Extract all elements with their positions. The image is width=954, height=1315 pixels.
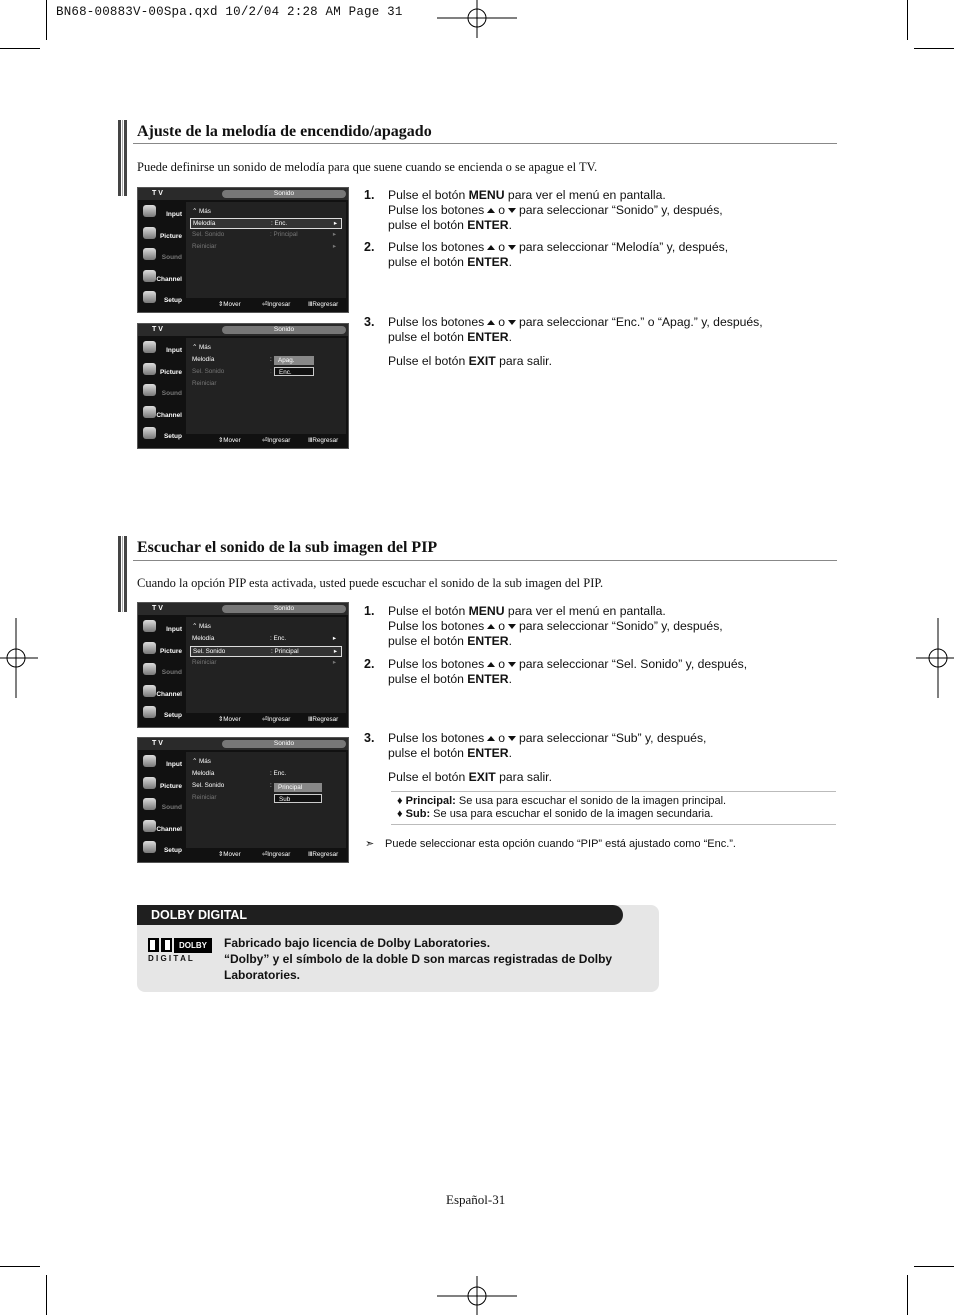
input-icon [143, 620, 156, 632]
side-item-setup: Setup [140, 424, 184, 444]
notes-box [391, 791, 836, 825]
input-icon [143, 341, 156, 353]
side-item-setup: Setup [140, 288, 184, 308]
side-item-setup: Setup [140, 703, 184, 723]
channel-icon [143, 270, 156, 282]
pointer-icon: ➣ [365, 838, 375, 850]
menu-row-mas: ⌃ Más [192, 623, 211, 630]
side-item-channel: Channel [140, 403, 184, 423]
side-item-input: Input [140, 202, 184, 222]
tv-label: T V [152, 605, 163, 612]
option-sub: Sub [274, 794, 322, 803]
side-item-input: Input [140, 617, 184, 637]
arrow-up-icon [487, 320, 495, 325]
menu-row-reiniciar: Reiniciar [192, 380, 217, 387]
menu-header: Sonido [222, 605, 346, 613]
side-item-channel: Channel [140, 817, 184, 837]
arrow-down-icon [508, 624, 516, 629]
section2-title: Escuchar el sonido de la sub imagen del PIP [137, 539, 438, 556]
menu-row-melodia: Melodía : [192, 356, 272, 363]
dolby-text: Fabricado bajo licencia de Dolby Laboratories. “Dolby” y el símbolo de la doble D son marcas registradas de Dolby Laboratories. [224, 936, 613, 982]
arrow-up-icon [487, 736, 495, 741]
side-item-sound: Sound [140, 660, 184, 680]
registration-mark-top [437, 0, 517, 40]
arrow-down-icon [508, 736, 516, 741]
section-rule [133, 143, 837, 144]
registration-mark-left [0, 618, 38, 698]
tip-note: ➣ Puede seleccionar esta opción cuando “PIP” está ajustado como “Enc.”. [365, 838, 736, 850]
side-item-picture: Picture [140, 224, 184, 244]
side-item-channel: Channel [140, 682, 184, 702]
registration-mark-right [916, 618, 954, 698]
menu-header: Sonido [222, 190, 346, 198]
picture-icon [143, 363, 156, 375]
section2-intro: Cuando la opción PIP esta activada, usted puede escuchar el sonido de la sub imagen del PIP. [137, 576, 604, 590]
sound-icon [143, 248, 156, 260]
section1-title: Ajuste de la melodía de encendido/apagado [137, 123, 432, 140]
sound-icon [143, 798, 156, 810]
arrow-up-icon [487, 208, 495, 213]
option-enc: Enc. [274, 367, 314, 376]
channel-icon [143, 820, 156, 832]
sound-icon [143, 384, 156, 396]
menu-footer: ⇕ Mover ⏎ Ingresar Ⅲ Regresar [218, 716, 339, 723]
side-item-sound: Sound [140, 245, 184, 265]
dolby-tab: DOLBY DIGITAL [137, 905, 623, 925]
channel-icon [143, 685, 156, 697]
note-principal: ♦ Principal: Se usa para escuchar el sonido de la imagen principal. [397, 795, 727, 807]
menu-footer: ⇕ Mover ⏎ Ingresar Ⅲ Regresar [218, 437, 339, 444]
sound-icon [143, 663, 156, 675]
page-footer: Español-31 [446, 1192, 506, 1207]
tv-menu-screen [137, 602, 349, 728]
arrow-down-icon [508, 662, 516, 667]
registration-mark-bottom [437, 1276, 517, 1315]
arrow-down-icon [508, 208, 516, 213]
menu-header: Sonido [222, 740, 346, 748]
tv-menu-screen [137, 737, 349, 863]
input-icon [143, 205, 156, 217]
menu-row-mas: ⌃ Más [192, 344, 211, 351]
menu-row-melodia: Melodía : Enc. ▸ [190, 218, 342, 229]
setup-icon [143, 841, 156, 853]
tv-menu-screen [137, 323, 349, 449]
menu-footer: ⇕ Mover ⏎ Ingresar Ⅲ Regresar [218, 851, 339, 858]
option-apag: Apag. [274, 356, 314, 365]
side-item-sound: Sound [140, 381, 184, 401]
menu-row-reiniciar: Reiniciar [192, 794, 217, 801]
menu-row-melodia: Melodía : Enc. [192, 770, 287, 777]
menu-row-mas: ⌃ Más [192, 208, 211, 215]
menu-row-reiniciar: Reiniciar ▸ [192, 243, 336, 250]
side-item-setup: Setup [140, 838, 184, 858]
tv-label: T V [152, 190, 163, 197]
side-item-sound: Sound [140, 795, 184, 815]
arrow-down-icon [508, 245, 516, 250]
tv-label: T V [152, 326, 163, 333]
section1-intro: Puede definirse un sonido de melodía para que suene cuando se encienda o se apague el TV. [137, 160, 598, 174]
side-item-picture: Picture [140, 360, 184, 380]
picture-icon [143, 227, 156, 239]
setup-icon [143, 291, 156, 303]
setup-icon [143, 706, 156, 718]
tv-label: T V [152, 740, 163, 747]
section-rule [133, 560, 837, 561]
channel-icon [143, 406, 156, 418]
menu-row-sel-sonido: Sel. Sonido : [192, 368, 272, 375]
arrow-up-icon [487, 624, 495, 629]
picture-icon [143, 777, 156, 789]
side-item-input: Input [140, 752, 184, 772]
menu-row-reiniciar: Reiniciar ▸ [192, 659, 336, 666]
side-item-input: Input [140, 338, 184, 358]
picture-icon [143, 642, 156, 654]
menu-row-sel-sonido: Sel. Sonido : Principal ▸ [192, 231, 336, 238]
section-bar [118, 536, 127, 612]
section-bar [118, 120, 127, 196]
side-item-channel: Channel [140, 267, 184, 287]
note-sub: ♦ Sub: Se usa para escuchar el sonido de la imagen secundaria. [397, 808, 714, 820]
tv-menu-screen [137, 187, 349, 313]
arrow-down-icon [508, 320, 516, 325]
input-icon [143, 755, 156, 767]
option-principal: Principal [274, 783, 322, 792]
setup-icon [143, 427, 156, 439]
menu-footer: ⇕ Mover ⏎ Ingresar Ⅲ Regresar [218, 301, 339, 308]
menu-header: Sonido [222, 326, 346, 334]
arrow-up-icon [487, 245, 495, 250]
menu-row-sel-sonido: Sel. Sonido : [192, 782, 272, 789]
side-item-picture: Picture [140, 774, 184, 794]
menu-row-melodia: Melodía : Enc. ▸ [192, 635, 336, 642]
side-item-picture: Picture [140, 639, 184, 659]
file-header: BN68-00883V-00Spa.qxd 10/2/04 2:28 AM Page 31 [56, 5, 403, 19]
dolby-logo: DOLBY D I G I T A L [147, 937, 211, 965]
menu-row-mas: ⌃ Más [192, 758, 211, 765]
menu-row-sel-sonido: Sel. Sonido : Principal ▸ [190, 646, 342, 657]
arrow-up-icon [487, 662, 495, 667]
